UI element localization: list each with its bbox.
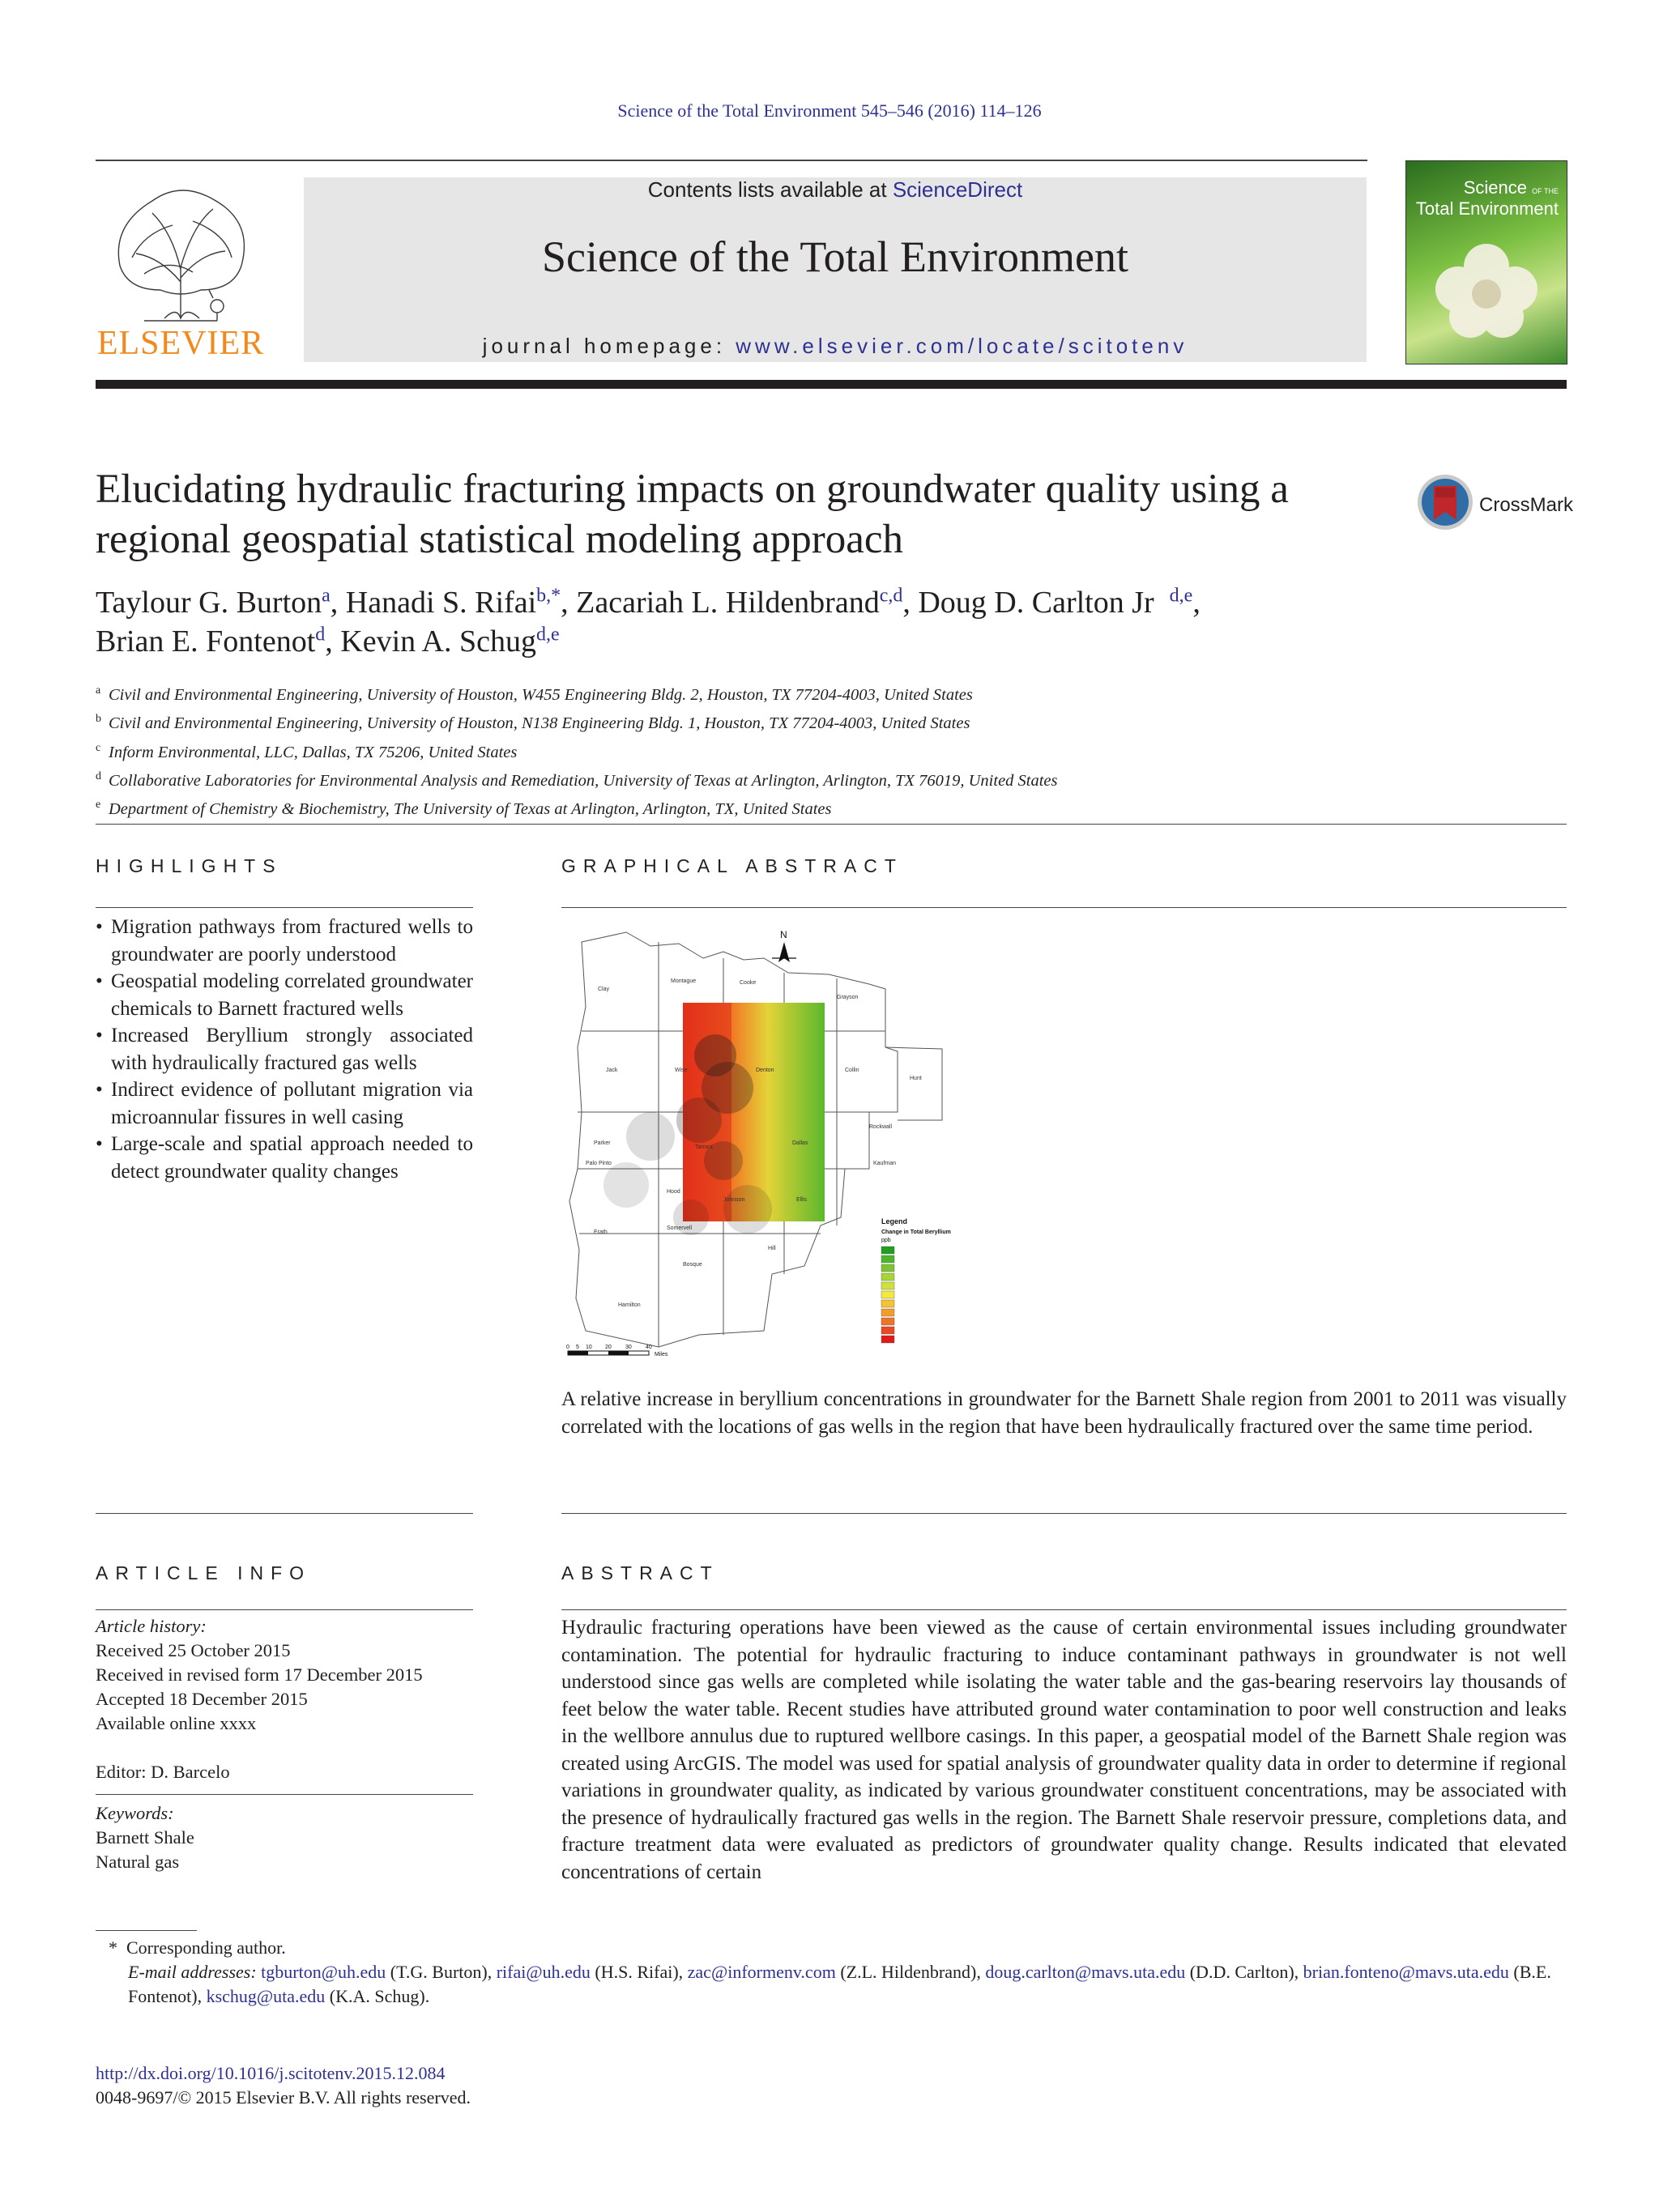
email-link[interactable]: rifai@uh.edu	[496, 1962, 591, 1982]
svg-text:Cooke: Cooke	[740, 980, 757, 986]
north-label: N	[780, 929, 787, 940]
affiliation-item: c Inform Environmental, LLC, Dallas, TX 75206, United States	[96, 741, 518, 761]
highlight-item: • Large-scale and spatial approach needed to detect groundwater quality changes	[96, 1131, 473, 1185]
svg-text:Hamilton: Hamilton	[618, 1302, 641, 1308]
email-link[interactable]: kschug@uta.edu	[206, 1986, 326, 2006]
north-arrow-icon	[772, 929, 796, 962]
author-affil-mark[interactable]: b,*	[536, 585, 561, 607]
legend-swatch	[881, 1247, 894, 1254]
history-item: Received in revised form 17 December 2015	[96, 1664, 423, 1685]
keyword-item: Natural gas	[96, 1852, 180, 1872]
affiliation-item: a Civil and Environmental Engineering, University of Houston, W455 Engineering Bldg. 2, Houston, TX 77204-4003, United States	[96, 684, 973, 704]
author-name: Hanadi S. Rifai	[345, 586, 537, 620]
svg-text:Montague: Montague	[671, 978, 697, 984]
abstract-rule	[561, 1609, 1567, 1610]
legend-swatch	[881, 1255, 894, 1263]
journal-homepage-line	[304, 334, 1367, 359]
svg-text:Dallas: Dallas	[792, 1140, 808, 1146]
highlights-rule	[96, 907, 473, 908]
affiliation-item: e Department of Chemistry & Biochemistry, The University of Texas at Arlington, Arlington, TX, United States	[96, 799, 832, 819]
email-link[interactable]: zac@informenv.com	[687, 1962, 836, 1982]
corresponding-note: * Corresponding author.	[109, 1937, 286, 1958]
homepage-prefix: journal homepage:	[482, 334, 736, 358]
legend-unit: ppb	[881, 1238, 891, 1243]
footnote-block	[79, 1936, 1562, 2009]
legend-title: Legend	[881, 1217, 908, 1225]
affiliation-list	[96, 679, 1554, 822]
svg-text:Hill: Hill	[768, 1246, 776, 1251]
email-label: E-mail addresses:	[128, 1962, 257, 1982]
history-item: Received 25 October 2015	[96, 1640, 291, 1660]
highlights-list	[96, 914, 473, 1185]
scale-unit-label: Miles	[655, 1352, 668, 1357]
doi-link[interactable]: http://dx.doi.org/10.1016/j.scitotenv.2015.12.084	[96, 2063, 446, 2083]
contents-line	[304, 177, 1367, 202]
keywords-label: Keywords:	[96, 1803, 174, 1823]
svg-text:Palo Pinto: Palo Pinto	[586, 1161, 612, 1166]
svg-text:Wise: Wise	[675, 1068, 688, 1073]
journal-citation[interactable]: Science of the Total Environment 545–546 (2016) 114–126	[617, 100, 1042, 121]
editor-line: Editor: D. Barcelo	[96, 1762, 230, 1782]
svg-text:Johnson: Johnson	[723, 1197, 745, 1203]
highlight-item: • Increased Beryllium strongly associated with hydraulically fractured gas wells	[96, 1022, 473, 1076]
svg-text:Somervell: Somervell	[667, 1225, 693, 1231]
svg-text:Kaufman: Kaufman	[873, 1161, 897, 1166]
author-affil-mark[interactable]: c,d	[879, 585, 903, 607]
svg-text:Jack: Jack	[606, 1068, 618, 1073]
svg-text:Rockwall: Rockwall	[869, 1124, 893, 1130]
svg-text:30: 30	[625, 1345, 632, 1350]
author-affil-mark[interactable]: d	[315, 624, 326, 646]
author-name: Brian E. Fontenot	[96, 624, 316, 658]
svg-text:Collin: Collin	[845, 1068, 859, 1073]
legend-swatch	[881, 1300, 894, 1307]
svg-text:Grayson: Grayson	[837, 995, 859, 1000]
email-link[interactable]: brian.fonteno@mavs.uta.edu	[1303, 1962, 1509, 1982]
legend-subtitle: Change in Total Beryllium	[881, 1230, 951, 1235]
crossmark-label[interactable]: CrossMark	[1479, 494, 1574, 516]
svg-text:Denton: Denton	[756, 1068, 774, 1073]
journal-title: Science of the Total Environment	[541, 232, 1129, 281]
crossmark-icon[interactable]	[1416, 473, 1474, 531]
legend-swatch	[881, 1309, 894, 1316]
legend-swatch	[881, 1327, 894, 1334]
author-affil-mark[interactable]: a	[322, 585, 331, 607]
highlight-item: • Indirect evidence of pollutant migration via microannular fissures in well casing	[96, 1076, 473, 1131]
scale-bar	[566, 1345, 668, 1357]
author-name: Kevin A. Schug	[340, 624, 536, 658]
svg-text:Tarrant: Tarrant	[695, 1144, 713, 1150]
history-item: Available online xxxx	[96, 1713, 257, 1733]
svg-text:Parker: Parker	[594, 1140, 611, 1146]
graphical-abstract-rule	[561, 907, 1567, 908]
section-divider	[96, 824, 1567, 825]
abstract-text: Hydraulic fracturing operations have been viewed as the cause of certain environmental issues including groundwater contamination. The potential for hydraulic fracturing to induce contaminant pathways in groundwater is not well understood since gas wells are completed while isolating the water table and the gas-bearing reservoirs lay thousands of feet below the water table. Recent studies have attributed ground water contamination to poor well construction and leaks in the wellbore annulus due to ruptured wellbore casings. In this paper, a geospatial model of the Barnett Shale region was created using ArcGIS. The model was used for spatial analysis of groundwater quality data in order to determine if regional variations in groundwater quality, as indicated by various groundwater constituent concentrations, may be associated with the presence of hydraulically fractured gas wells in the region. The Barnett Shale reservoir pressure, completions data, and fracture treatment data were evaluated as predictors of groundwater quality change. Results indicated that elevated concentrations of certain	[561, 1617, 1567, 1883]
legend-swatches	[881, 1247, 894, 1343]
keywords-rule	[96, 1794, 473, 1795]
author-list: Taylour G. Burton$^a$, Hanadi S. Rifai$^{b,*}$, Zacariah L. Hildenbrand$^{c,d}$, Doug D. Carlton Jr $^{d,e}$, Brian E. Fontenot$^d$, Kevin A. Schug$^{d,e}$	[96, 585, 1201, 658]
homepage-link[interactable]: www.elsevier.com/locate/scitotenv	[736, 334, 1188, 358]
abstract-heading: ABSTRACT	[561, 1562, 719, 1583]
author-affil-mark[interactable]: d,e	[1169, 585, 1193, 607]
article-info-rule	[96, 1609, 473, 1610]
journal-cover[interactable]	[1405, 160, 1567, 364]
doi-block	[96, 2061, 471, 2110]
history-item: Accepted 18 December 2015	[96, 1689, 308, 1709]
author-name: Zacariah L. Hildenbrand	[576, 586, 880, 620]
section-divider	[96, 1513, 473, 1514]
copyright-line: 0048-9697/© 2015 Elsevier B.V. All rights reserved.	[96, 2087, 471, 2108]
asterisk-mark: *	[109, 1937, 117, 1958]
affiliation-item: d Collaborative Laboratories for Environmental Analysis and Remediation, University of Texas at Arlington, Arlington, TX 76019, United States	[96, 769, 1058, 790]
footnote-rule	[96, 1930, 197, 1931]
email-line: E-mail addresses: tgburton@uh.edu (T.G. Burton), rifai@uh.edu (H.S. Rifai), zac@informenv.com (Z.L. Hildenbrand), doug.carlton@mavs.uta.edu (D.D. Carlton), brian.fonteno@mavs.uta.edu (B.E. Fontenot), kschug@uta.edu (K.A. Schug).	[128, 1962, 1551, 2006]
highlights-heading: HIGHLIGHTS	[96, 855, 283, 876]
svg-text:Ellis: Ellis	[796, 1197, 807, 1203]
article-title: Elucidating hydraulic fracturing impacts on groundwater quality using a regional geospatial statistical modeling approach	[96, 467, 1289, 562]
section-divider	[561, 1513, 1567, 1514]
author-name: Taylour G. Burton	[96, 586, 322, 620]
article-info-block	[96, 1614, 473, 1874]
legend-swatch	[881, 1318, 894, 1325]
graphical-abstract-caption: A relative increase in beryllium concentrations in groundwater for the Barnett Shale region from 2001 to 2011 was visually correlated with the locations of gas wells in the region that have been hydraulically fractured over the same time period.	[561, 1388, 1567, 1438]
author-affil-mark[interactable]: d,e	[535, 624, 560, 646]
email-link[interactable]: doug.carlton@mavs.uta.edu	[985, 1962, 1186, 1982]
header-top-rule	[96, 160, 1367, 161]
sciencedirect-link[interactable]: ScienceDirect	[892, 177, 1023, 202]
svg-text:Clay: Clay	[598, 987, 610, 992]
graphical-abstract-heading: GRAPHICAL ABSTRACT	[561, 855, 903, 876]
svg-text:10: 10	[586, 1345, 592, 1350]
svg-text:5: 5	[576, 1345, 579, 1350]
svg-text:Hunt: Hunt	[910, 1076, 922, 1081]
legend-swatch	[881, 1282, 894, 1289]
svg-text:0: 0	[566, 1345, 569, 1350]
svg-text:Bosque: Bosque	[683, 1262, 702, 1268]
email-link[interactable]: tgburton@uh.edu	[261, 1962, 386, 1982]
article-info-heading: ARTICLE INFO	[96, 1562, 312, 1583]
elsevier-wordmark: ELSEVIER	[96, 325, 265, 362]
legend-swatch	[881, 1273, 894, 1281]
svg-text:Erath: Erath	[594, 1230, 608, 1235]
svg-text:40: 40	[646, 1345, 652, 1350]
contents-prefix: Contents lists available at	[647, 177, 893, 202]
legend-swatch	[881, 1291, 894, 1298]
author-name: Doug D. Carlton Jr	[918, 586, 1154, 620]
svg-text:20: 20	[605, 1345, 612, 1350]
cover-title: Science OF THE Total Environment	[1415, 177, 1559, 219]
legend-swatch	[881, 1336, 894, 1343]
legend-swatch	[881, 1264, 894, 1272]
cover-flower-graphic	[1434, 242, 1539, 339]
affiliation-item: b Civil and Environmental Engineering, University of Houston, N138 Engineering Bldg. 1, Houston, TX 77204-4003, United States	[96, 713, 970, 733]
beryllium-change-map	[561, 926, 999, 1367]
svg-text:Hood: Hood	[667, 1189, 680, 1195]
map-legend	[881, 1217, 951, 1343]
header-bottom-rule	[96, 380, 1567, 389]
history-label: Article history:	[96, 1616, 207, 1636]
highlight-item: • Migration pathways from fractured wells to groundwater are poorly understood	[96, 914, 473, 968]
highlight-item: • Geospatial modeling correlated groundwater chemicals to Barnett fractured wells	[96, 968, 473, 1022]
keyword-item: Barnett Shale	[96, 1827, 194, 1848]
